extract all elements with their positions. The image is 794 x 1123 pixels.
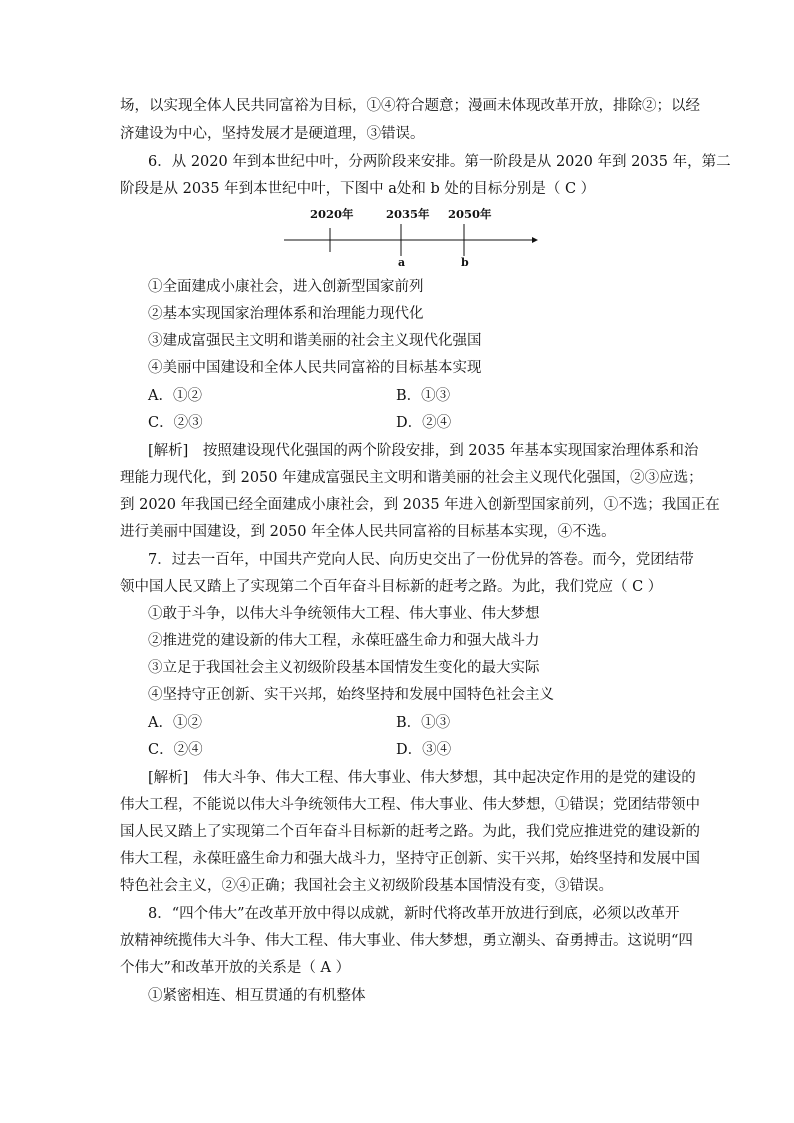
question-7-analysis: 国人民又踏上了实现第二个百年奋斗目标新的赶考之路。为此，我们党应推进党的建设新的 [120,824,700,840]
paragraph-line: 济建设为中心，坚持发展才是硬道理，③错误。 [120,126,425,142]
timeline-label-2020: 2020年 [310,207,354,221]
question-6-item: ②基本实现国家治理体系和治理能力现代化 [148,306,424,322]
question-7-item: ④坚持守正创新、实干兴邦，始终坚持和发展中国特色社会主义 [148,687,554,703]
question-7-item: ②推进党的建设新的伟大工程，永葆旺盛生命力和强大战斗力 [148,633,540,649]
timeline-mark-a: a [398,256,406,269]
question-6-item: ③建成富强民主文明和谐美丽的社会主义现代化强国 [148,333,482,349]
timeline-diagram [280,200,540,272]
timeline-axis [280,200,540,272]
question-6-item: ④美丽中国建设和全体人民共同富裕的目标基本实现 [148,360,482,376]
timeline-label-2035: 2035年 [386,207,430,221]
question-8-stem: 个伟大”和改革开放的关系是（ A ） [120,960,351,976]
question-7-analysis: 伟大工程，不能说以伟大斗争统领伟大工程、伟大事业、伟大梦想，①错误；党团结带领中 [120,797,700,813]
question-7-option-c: C．②④ [148,742,203,758]
question-7-stem: 领中国人民又踏上了实现第二个百年奋斗目标新的赶考之路。为此，我们党应（ C ） [120,579,663,595]
question-7-analysis: 伟大工程，永葆旺盛生命力和强大战斗力，坚持守正创新、实干兴邦，始终坚持和发展中国 [120,851,700,867]
question-6-analysis: [解析] 按照建设现代化强国的两个阶段安排，到 2035 年基本实现国家治理体系和治 [148,443,699,459]
timeline-label-2050: 2050年 [448,207,492,221]
question-7-option-d: D．③④ [396,742,452,758]
question-7-item: ①敢于斗争，以伟大斗争统领伟大工程、伟大事业、伟大梦想 [148,606,540,622]
question-8-stem: 8．“四个伟大”在改革开放中得以成就，新时代将改革开放进行到底，必须以改革开 [148,906,680,922]
question-6-stem: 阶段是从 2035 年到本世纪中叶，下图中 a处和 b 处的目标分别是（ C ） [120,181,596,197]
question-7-item: ③立足于我国社会主义初级阶段基本国情发生变化的最大实际 [148,660,540,676]
question-6-option-d: D．②④ [396,415,452,431]
question-6-stem: 6．从 2020 年到本世纪中叶，分两阶段来安排。第一阶段是从 2020 年到 2035 年，第二 [148,154,731,170]
question-8-stem: 放精神统揽伟大斗争、伟大工程、伟大事业、伟大梦想，勇立潮头、奋勇搏击。这说明“四 [120,933,693,949]
question-7-option-a: A．①② [148,715,202,731]
question-6-analysis: 进行美丽中国建设，到 2050 年全体人民共同富裕的目标基本实现，④不选。 [120,524,616,540]
question-6-option-b: B．①③ [396,388,451,404]
question-7-analysis: [解析] 伟大斗争、伟大工程、伟大事业、伟大梦想，其中起决定作用的是党的建设的 [148,770,696,786]
question-7-stem: 7．过去一百年，中国共产党向人民、向历史交出了一份优异的答卷。而今，党团结带 [148,552,694,568]
question-6-option-a: A．①② [148,388,202,404]
question-7-analysis: 特色社会主义，②④正确；我国社会主义初级阶段基本国情没有变，③错误。 [120,878,613,894]
timeline-mark-b: b [461,256,469,269]
question-6-analysis: 到 2020 年我国已经全面建成小康社会，到 2035 年进入创新型国家前列，①不选；我国正在 [120,497,720,513]
question-6-option-c: C．②③ [148,415,203,431]
question-8-item: ①紧密相连、相互贯通的有机整体 [148,988,366,1004]
question-6-item: ①全面建成小康社会，进入创新型国家前列 [148,279,424,295]
question-6-analysis: 理能力现代化，到 2050 年建成富强民主文明和谐美丽的社会主义现代化强国，②③应选； [120,470,703,486]
paragraph-line: 场，以实现全体人民共同富裕为目标，①④符合题意；漫画未体现改革开放，排除②；以经 [120,98,700,114]
question-7-option-b: B．①③ [396,715,451,731]
